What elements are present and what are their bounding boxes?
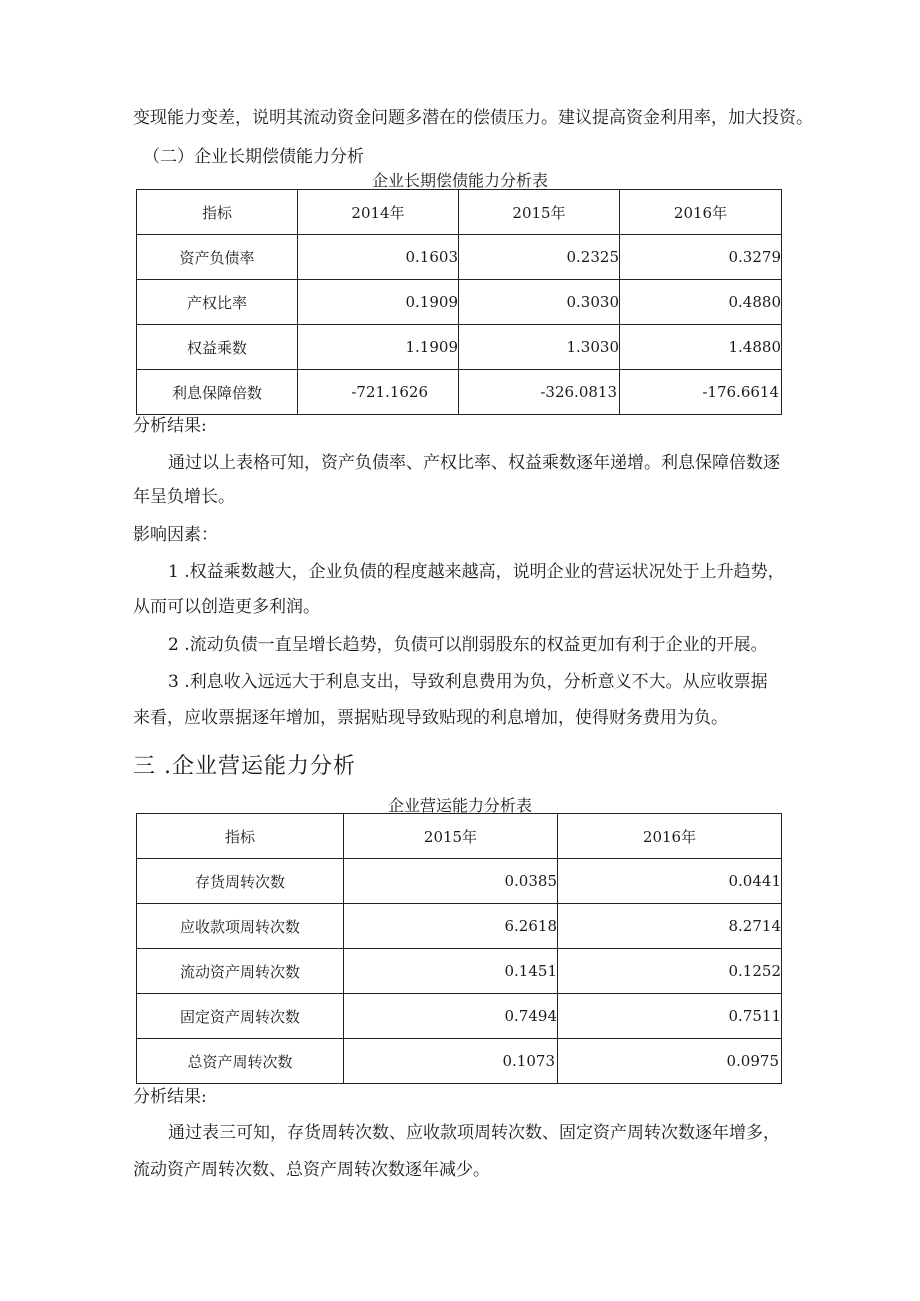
result-label: 分析结果:: [133, 416, 207, 436]
top-paragraph: 变现能力变差，说明其流动资金问题多潜在的偿债压力。建议提高资金利用率，加大投资。: [133, 108, 813, 128]
value-cell: -176.6614: [620, 370, 782, 415]
table-row: [137, 1039, 782, 1084]
row-label: 产权比率: [137, 280, 298, 325]
result-label: 分析结果:: [133, 1087, 207, 1107]
header-cell: 2015年: [459, 190, 620, 235]
result-text-line: 流动资产周转次数、总资产周转次数逐年减少。: [133, 1160, 490, 1180]
value-cell: 0.4880: [620, 280, 782, 325]
factor-item: 1 .权益乘数越大，企业负债的程度越来越高，说明企业的营运状况处于上升趋势，: [168, 562, 785, 582]
row-label: 利息保障倍数: [137, 370, 298, 415]
long-term-solvency-table: [136, 189, 782, 415]
row-label: 应收款项周转次数: [137, 904, 344, 949]
table-row: [137, 325, 782, 370]
header-cell: 指标: [137, 814, 344, 859]
row-label: 存货周转次数: [137, 859, 344, 904]
table-row: [137, 280, 782, 325]
header-cell: 2015年: [344, 814, 558, 859]
factor-item: 3 .利息收入远远大于利息支出，导致利息费用为负，分析意义不大。从应收票据: [168, 672, 768, 692]
header-cell: 2014年: [298, 190, 459, 235]
value-cell: 0.1451: [344, 949, 558, 994]
row-label: 固定资产周转次数: [137, 994, 344, 1039]
value-cell: 8.2714: [558, 904, 782, 949]
value-cell: 1.4880: [620, 325, 782, 370]
result-text-line: 通过表三可知，存货周转次数、应收款项周转次数、固定资产周转次数逐年增多，: [168, 1123, 780, 1143]
value-cell: 0.3030: [459, 280, 620, 325]
value-cell: -721.1626: [298, 370, 459, 415]
value-cell: 0.1909: [298, 280, 459, 325]
table2-caption: 企业营运能力分析表: [387, 796, 532, 815]
row-label: 总资产周转次数: [137, 1039, 344, 1084]
operating-capacity-table: [136, 813, 782, 1084]
table-row: [137, 370, 782, 415]
value-cell: 0.1603: [298, 235, 459, 280]
factor-item-cont: 来看，应收票据逐年增加，票据贴现导致贴现的利息增加，使得财务费用为负。: [133, 708, 728, 728]
row-label: 流动资产周转次数: [137, 949, 344, 994]
section3-heading: 三 .企业营运能力分析: [133, 754, 356, 779]
value-cell: 0.0975: [558, 1039, 782, 1084]
value-cell: 0.7494: [344, 994, 558, 1039]
value-cell: 0.0441: [558, 859, 782, 904]
header-cell: 2016年: [620, 190, 782, 235]
table-header-row: [137, 814, 782, 859]
value-cell: 1.3030: [459, 325, 620, 370]
header-cell: 指标: [137, 190, 298, 235]
factor-item-cont: 从而可以创造更多利润。: [133, 597, 320, 617]
factor-item: 2 .流动负债一直呈增长趋势，负债可以削弱股东的权益更加有利于企业的开展。: [168, 635, 768, 655]
value-cell: 0.3279: [620, 235, 782, 280]
result-text-line: 年呈负增长。: [133, 487, 235, 507]
value-cell: 1.1909: [298, 325, 459, 370]
row-label: 资产负债率: [137, 235, 298, 280]
row-label: 权益乘数: [137, 325, 298, 370]
value-cell: 0.2325: [459, 235, 620, 280]
value-cell: -326.0813: [459, 370, 620, 415]
factors-label: 影响因素：: [133, 525, 218, 545]
table1-caption: 企业长期偿债能力分析表: [371, 171, 548, 190]
table-row: [137, 949, 782, 994]
result-text-line: 通过以上表格可知，资产负债率、产权比率、权益乘数逐年递增。利息保障倍数逐: [168, 453, 780, 473]
table-row: [137, 859, 782, 904]
table-row: [137, 994, 782, 1039]
table-header-row: [137, 190, 782, 235]
header-cell: 2016年: [558, 814, 782, 859]
value-cell: 0.7511: [558, 994, 782, 1039]
value-cell: 6.2618: [344, 904, 558, 949]
section2-heading: （二）企业长期偿债能力分析: [143, 147, 364, 167]
table-row: [137, 235, 782, 280]
table-row: [137, 904, 782, 949]
value-cell: 0.1252: [558, 949, 782, 994]
value-cell: 0.0385: [344, 859, 558, 904]
value-cell: 0.1073: [344, 1039, 558, 1084]
